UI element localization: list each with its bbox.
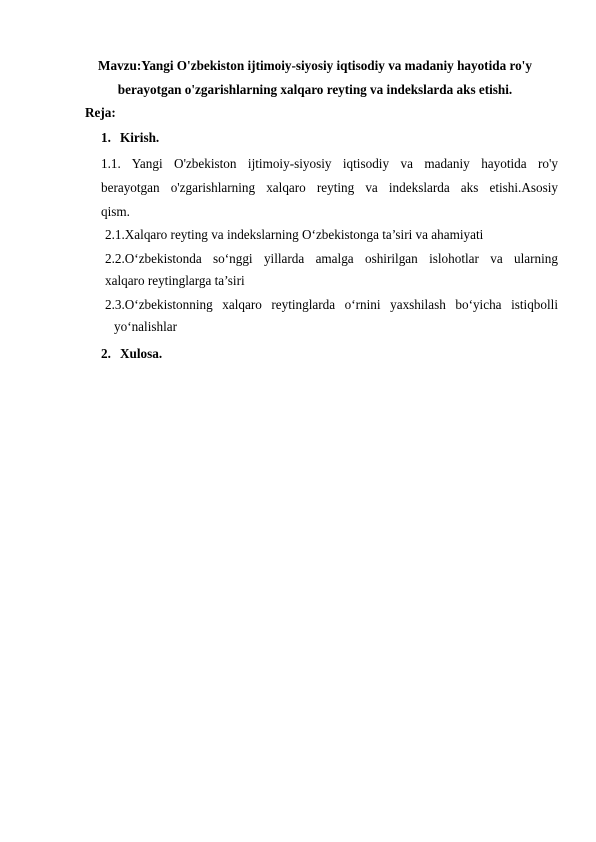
intro-line-2: berayotgan o'zgarishlarning xalqaro reyting va indekslarda aks etishi.Asosiy — [101, 180, 558, 195]
document-title — [70, 54, 560, 102]
intro-line-3: qism. — [101, 204, 130, 219]
plan-subitem-2-3 — [105, 294, 558, 338]
plan-item-conclusion-number: 2. — [101, 346, 111, 361]
plan-item-conclusion — [101, 344, 162, 364]
plan-item-conclusion-label: Xulosa. — [120, 346, 163, 361]
title-line-1: Mavzu:Yangi O'zbekiston ijtimoiy-siyosiy iqtisodiy va madaniy hayotida ro'y — [98, 58, 532, 73]
subitem-2-2-line-2: xalqaro reytinglarga ta’siri — [105, 273, 245, 288]
plan-heading: Reja: — [85, 105, 116, 120]
subitem-2-1-line-1: 2.1.Xalqaro reyting va indekslarning O‘zbekistonga ta’siri va ahamiyati — [105, 227, 484, 242]
intro-line-1: 1.1. Yangi O'zbekiston ijtimoiy-siyosiy iqtisodiy va madaniy hayotida ro'y — [101, 156, 558, 171]
subitem-2-3-line-2: yo‘nalishlar — [114, 319, 177, 334]
plan-item-intro-number: 1. — [101, 130, 111, 145]
subitem-2-2-line-1: 2.2.O‘zbekistonda so‘nggi yillarda amalga oshirilgan islohotlar va ularning — [105, 251, 558, 266]
plan-subitem-2-2 — [105, 248, 558, 292]
title-line-2: berayotgan o'zgarishlarning xalqaro reyting va indekslarda aks etishi. — [117, 82, 513, 97]
subitem-2-3-line-1: 2.3.O‘zbekistonning xalqaro reytinglarda o‘rnini yaxshilash bo‘yicha istiqbolli — [105, 297, 558, 312]
plan-intro-paragraph — [101, 152, 558, 224]
plan-subitem-2-1 — [105, 224, 558, 246]
plan-item-intro — [101, 128, 159, 148]
plan-item-intro-label: Kirish. — [120, 130, 160, 145]
